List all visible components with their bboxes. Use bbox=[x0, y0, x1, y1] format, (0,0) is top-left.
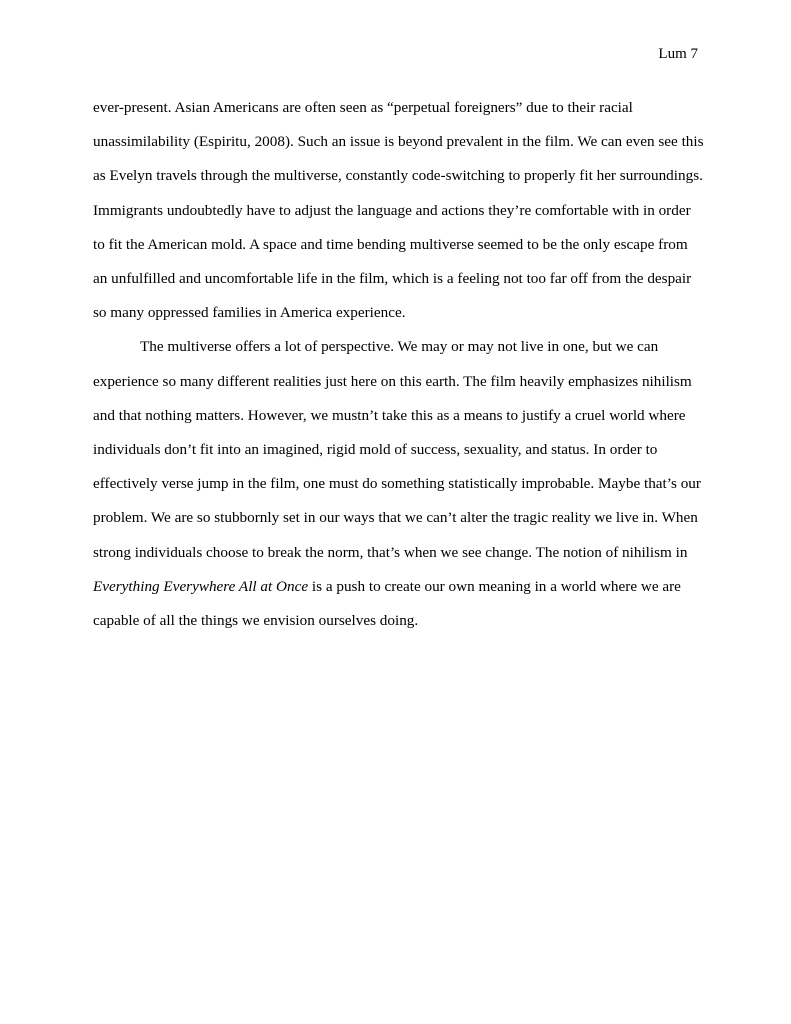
paragraph-2 bbox=[93, 330, 705, 638]
paragraph-2-text-after-title: is a push to create our own meaning in a world where we are capable of all the things we envision ourselves doing. bbox=[93, 577, 681, 630]
paragraph-1: ever-present. Asian Americans are often seen as “perpetual foreigners” due to their racial unassimilability (Espiritu, 2008). Such an issue is beyond prevalent in the film. We can even see this as Evelyn travels through the multiverse, constantly code-switching to properly fit her surroundings. Immigrants undoubtedly have to adjust the language and actions they’re comfortable with in order to fit the American mold. A space and time bending multiverse seemed to be the only escape from an unfulfilled and uncomfortable life in the film, which is a feeling not too far off from the despair so many oppressed families in America experience. bbox=[93, 99, 704, 322]
film-title: Everything Everywhere All at Once bbox=[93, 577, 309, 595]
paragraph-2-text-before-title: The multiverse offers a lot of perspective. We may or may not live in one, but we can experience so many different realities just here on this earth. The film heavily emphasizes nihilism and that nothing matters. However, we mustn’t take this as a means to justify a cruel world where individuals don’t fit into an imagined, rigid mold of success, sexuality, and status. In order to effectively verse jump in the film, one must do something statistically improbable. Maybe that’s our problem. We are so stubbornly set in our ways that we can’t alter the tragic reality we live in. When strong individuals choose to break the norm, that’s when we see change. The notion of nihilism in bbox=[93, 338, 701, 561]
essay-body bbox=[93, 91, 705, 638]
running-head: Lum 7 bbox=[658, 46, 698, 62]
